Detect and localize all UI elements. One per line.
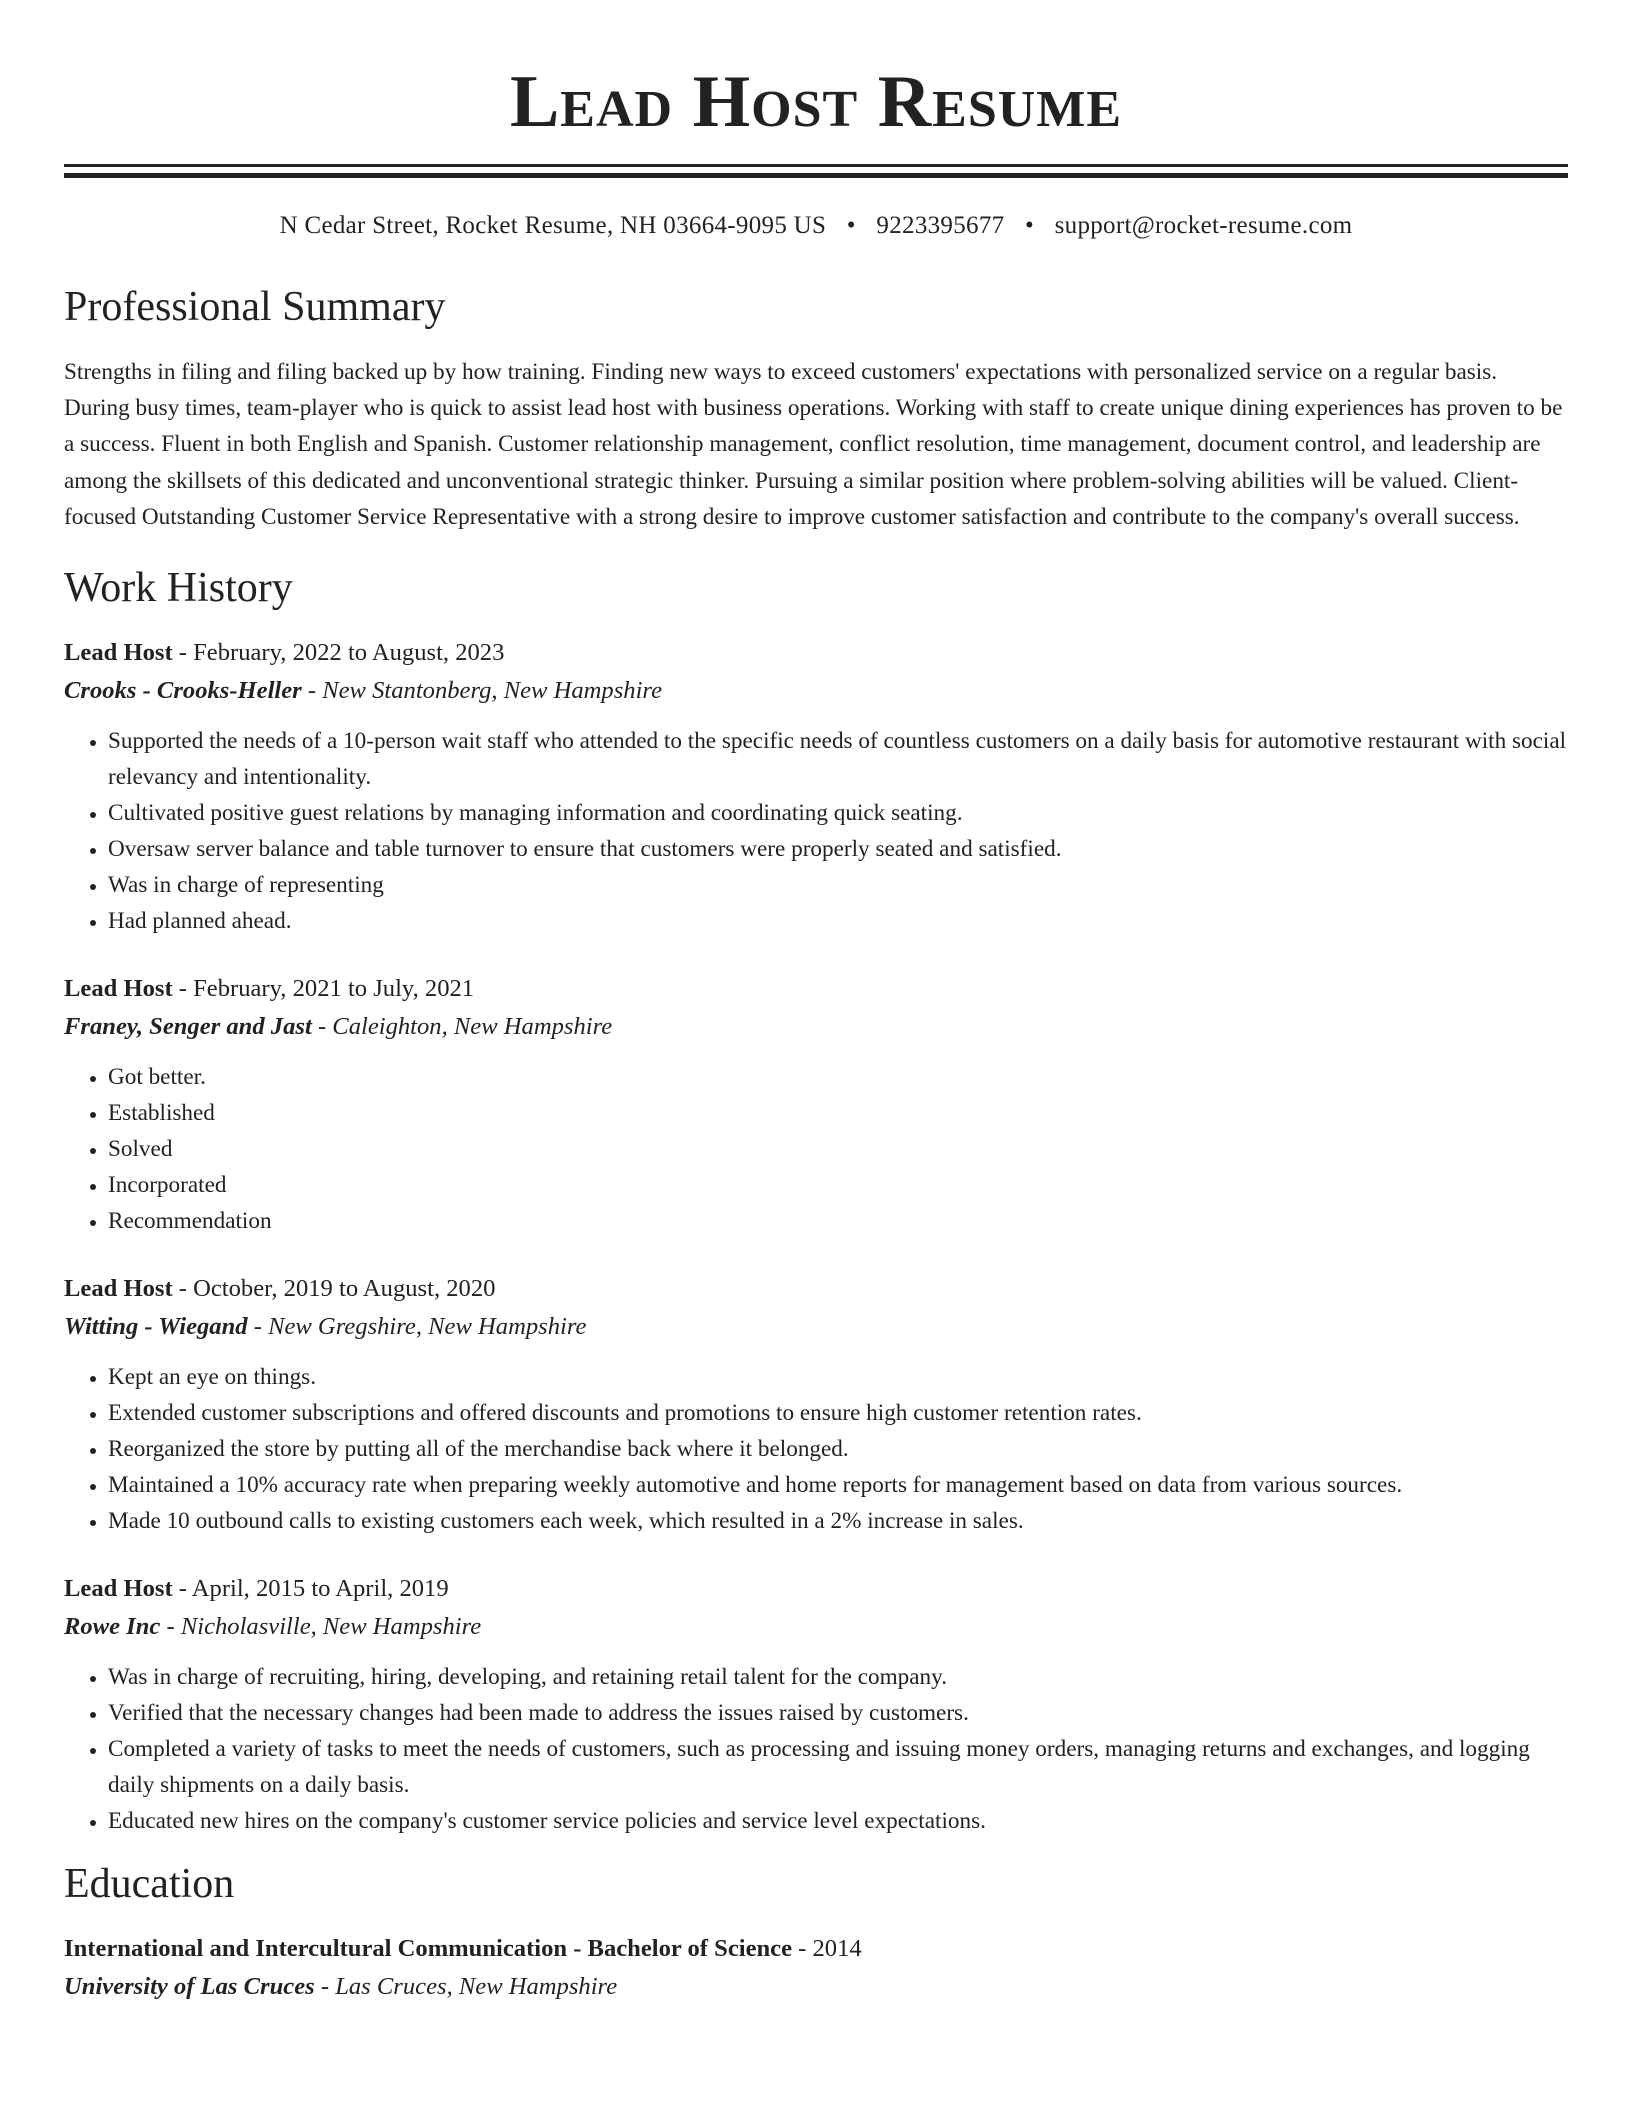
contact-email: support@rocket-resume.com (1054, 212, 1353, 239)
job-duty: • Got better. (108, 1059, 1568, 1095)
job-entry (64, 635, 1568, 939)
job-company: Franey, Senger and Jast (64, 1013, 312, 1041)
job-heading (64, 1571, 1568, 1607)
job-location: - Caleighton, New Hampshire (311, 1013, 613, 1041)
job-duties-list (64, 1659, 1568, 1839)
job-duty: • Supported the needs of a 10-person wait staff who attended to the specific needs of countless customers on a daily basis for automotive restaurant with social relevancy and intentionality. (108, 723, 1568, 795)
job-heading (64, 635, 1568, 671)
job-duty: • Cultivated positive guest relations by managing information and coordinating quick seating. (108, 795, 1568, 831)
job-title: Lead Host (64, 975, 173, 1003)
job-title: Lead Host (64, 1275, 173, 1303)
job-employer (64, 1007, 1568, 1047)
job-duties-list (64, 723, 1568, 939)
contact-separator: • (846, 212, 856, 239)
job-duty: • Kept an eye on things. (108, 1359, 1568, 1395)
job-heading (64, 971, 1568, 1007)
job-duty: • Maintained a 10% accuracy rate when preparing weekly automotive and home reports for management based on data from various sources. (108, 1467, 1568, 1503)
title-rule-thin (64, 164, 1568, 167)
job-location: - Nicholasville, New Hampshire (160, 1613, 482, 1641)
contact-phone: 9223395677 (876, 212, 1005, 239)
job-location: - New Gregshire, New Hampshire (247, 1313, 587, 1341)
job-duty: • Educated new hires on the company's customer service policies and service level expectations. (108, 1803, 1568, 1839)
job-duty: • Solved (108, 1131, 1568, 1167)
contact-address: N Cedar Street, Rocket Resume, NH 03664-9095 US (279, 212, 827, 239)
job-company: Witting - Wiegand (64, 1313, 248, 1341)
job-duty: • Had planned ahead. (108, 903, 1568, 939)
contact-line (64, 210, 1568, 242)
job-entry (64, 1271, 1568, 1539)
job-duty: • Was in charge of representing (108, 867, 1568, 903)
job-entry (64, 971, 1568, 1239)
job-duty: • Oversaw server balance and table turnover to ensure that customers were properly seated and satisfied. (108, 831, 1568, 867)
job-duty: • Extended customer subscriptions and offered discounts and promotions to ensure high customer retention rates. (108, 1395, 1568, 1431)
education-degree: International and Intercultural Communication - Bachelor of Science (64, 1935, 793, 1963)
job-title: Lead Host (64, 639, 173, 667)
job-duty: • Completed a variety of tasks to meet the needs of customers, such as processing and issuing money orders, managing returns and exchanges, and logging daily shipments on a daily basis. (108, 1731, 1568, 1803)
education-school: University of Las Cruces (64, 1973, 315, 2001)
job-duty: • Verified that the necessary changes had been made to address the issues raised by customers. (108, 1695, 1568, 1731)
job-company: Rowe Inc (64, 1613, 161, 1641)
job-employer (64, 671, 1568, 711)
contact-separator: • (1024, 212, 1035, 239)
job-employer (64, 1307, 1568, 1347)
education-institution (64, 1967, 1568, 2007)
job-dates: - February, 2021 to July, 2021 (172, 975, 475, 1003)
job-duty: • Made 10 outbound calls to existing customers each week, which resulted in a 2% increase in sales. (108, 1503, 1568, 1539)
job-dates: - October, 2019 to August, 2020 (172, 1275, 496, 1303)
job-title: Lead Host (64, 1575, 173, 1603)
job-dates: - February, 2022 to August, 2023 (172, 639, 505, 667)
job-duty: • Recommendation (108, 1203, 1568, 1239)
title-rule-thick (64, 173, 1568, 178)
job-company: Crooks - Crooks-Heller (64, 677, 302, 705)
job-duty: • Incorporated (108, 1167, 1568, 1203)
education-year: - 2014 (792, 1935, 862, 1963)
education-heading-line (64, 1931, 1568, 1967)
job-entry (64, 1571, 1568, 1839)
job-employer (64, 1607, 1568, 1647)
job-duty: • Established (108, 1095, 1568, 1131)
summary-text: Strengths in filing and filing backed up by how training. Finding new ways to exceed customers' expectations with personalized service on a regular basis. During busy times, team-player who is quick to assist lead host with business operations. Working with staff to create unique dining experiences has proven to be a success. Fluent in both English and Spanish. Customer relationship management, conflict resolution, time management, document control, and leadership are among the skillsets of this dedicated and unconventional strategic thinker. Pursuing a similar position where problem-solving abilities will be valued. Client-focused Outstanding Customer Service Representative with a strong desire to improve customer satisfaction and contribute to the company's overall success. (64, 359, 1563, 530)
education-heading: Education (64, 1861, 235, 1908)
education-location: - Las Cruces, New Hampshire (314, 1973, 618, 2001)
work-history-heading: Work History (64, 565, 293, 612)
job-heading (64, 1271, 1568, 1307)
job-location: - New Stantonberg, New Hampshire (301, 677, 662, 705)
resume-title: Lead Host Resume (509, 61, 1123, 143)
job-duty: • Was in charge of recruiting, hiring, developing, and retaining retail talent for the company. (108, 1659, 1568, 1695)
education-entry (64, 1931, 1568, 2007)
job-dates: - April, 2015 to April, 2019 (172, 1575, 449, 1603)
job-duties-list (64, 1359, 1568, 1539)
summary-heading: Professional Summary (64, 284, 446, 330)
job-duties-list (64, 1059, 1568, 1239)
job-duty: • Reorganized the store by putting all of the merchandise back where it belonged. (108, 1431, 1568, 1467)
